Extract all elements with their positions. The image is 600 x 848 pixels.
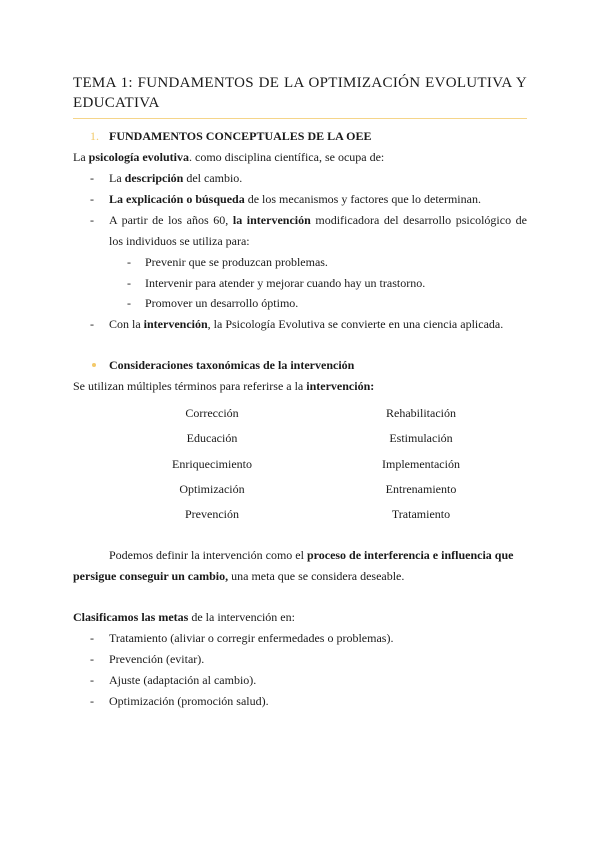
term-left: Educación <box>186 431 238 445</box>
bullet-dash: - <box>90 213 94 227</box>
document-title: TEMA 1: FUNDAMENTOS DE LA OPTIMIZACIÓN EVOLUTIVA Y EDUCATIVA <box>73 75 527 111</box>
goal-item: Optimización (promoción salud). <box>109 694 269 708</box>
sub-bullet-dash: - <box>127 276 131 290</box>
term-left: Optimización <box>179 482 245 496</box>
bullet-dash: - <box>90 171 94 185</box>
sub-list-item: Intervenir para atender y mejorar cuando hay un trastorno. <box>145 276 426 290</box>
list-item: Con la intervención, la Psicología Evolutiva se convierte en una ciencia aplicada. <box>109 317 504 331</box>
term-right: Rehabilitación <box>386 406 456 420</box>
goal-item: Ajuste (adaptación al cambio). <box>109 673 257 687</box>
goal-item: Tratamiento (aliviar o corregir enfermedades o problemas). <box>109 631 394 645</box>
term-right: Tratamiento <box>391 507 451 521</box>
bullet-dash: - <box>90 317 94 331</box>
bullet-dot-icon <box>92 363 96 367</box>
section-number: 1. <box>90 129 99 143</box>
list-item: La explicación o búsqueda de los mecanismos y factores que lo determinan. <box>109 192 481 206</box>
list-item: A partir de los años 60, la intervención modificadora del desarrollo psicológico de <box>109 213 527 227</box>
sub-bullet-dash: - <box>127 296 131 310</box>
term-left: Enriquecimiento <box>172 457 252 471</box>
bullet-dash: - <box>90 631 94 645</box>
subsection-intro: Se utilizan múltiples términos para referirse a la intervención: <box>73 379 375 393</box>
bullet-dash: - <box>90 652 94 666</box>
goal-item: Prevención (evitar). <box>109 652 205 666</box>
sub-list-item: Prevenir que se produzcan problemas. <box>145 255 328 269</box>
bullet-dash: - <box>90 192 94 206</box>
list-item: La descripción del cambio. <box>109 171 243 185</box>
section-heading: FUNDAMENTOS CONCEPTUALES DE LA OEE <box>109 129 372 143</box>
term-right: Implementación <box>382 457 460 471</box>
title-divider <box>73 118 527 119</box>
bullet-dash: - <box>90 694 94 708</box>
definition-paragraph-line2: persigue conseguir un cambio, una meta que se considera deseable. <box>73 569 405 583</box>
term-right: Estimulación <box>389 431 453 445</box>
bullet-dash: - <box>90 673 94 687</box>
term-left: Corrección <box>185 406 239 420</box>
definition-paragraph: Podemos definir la intervención como el proceso de interferencia e influencia que <box>109 548 514 562</box>
term-left: Prevención <box>185 507 239 521</box>
sub-list-item: Promover un desarrollo óptimo. <box>145 296 299 310</box>
list-item-continuation: los individuos se utiliza para: <box>109 234 250 248</box>
intro-paragraph: La psicología evolutiva. como disciplina científica, se ocupa de: <box>73 150 385 164</box>
sub-bullet-dash: - <box>127 255 131 269</box>
subsection-heading: Consideraciones taxonómicas de la intervención <box>109 358 355 372</box>
goals-intro: Clasificamos las metas de la intervención en: <box>73 610 295 624</box>
term-right: Entrenamiento <box>385 482 457 496</box>
